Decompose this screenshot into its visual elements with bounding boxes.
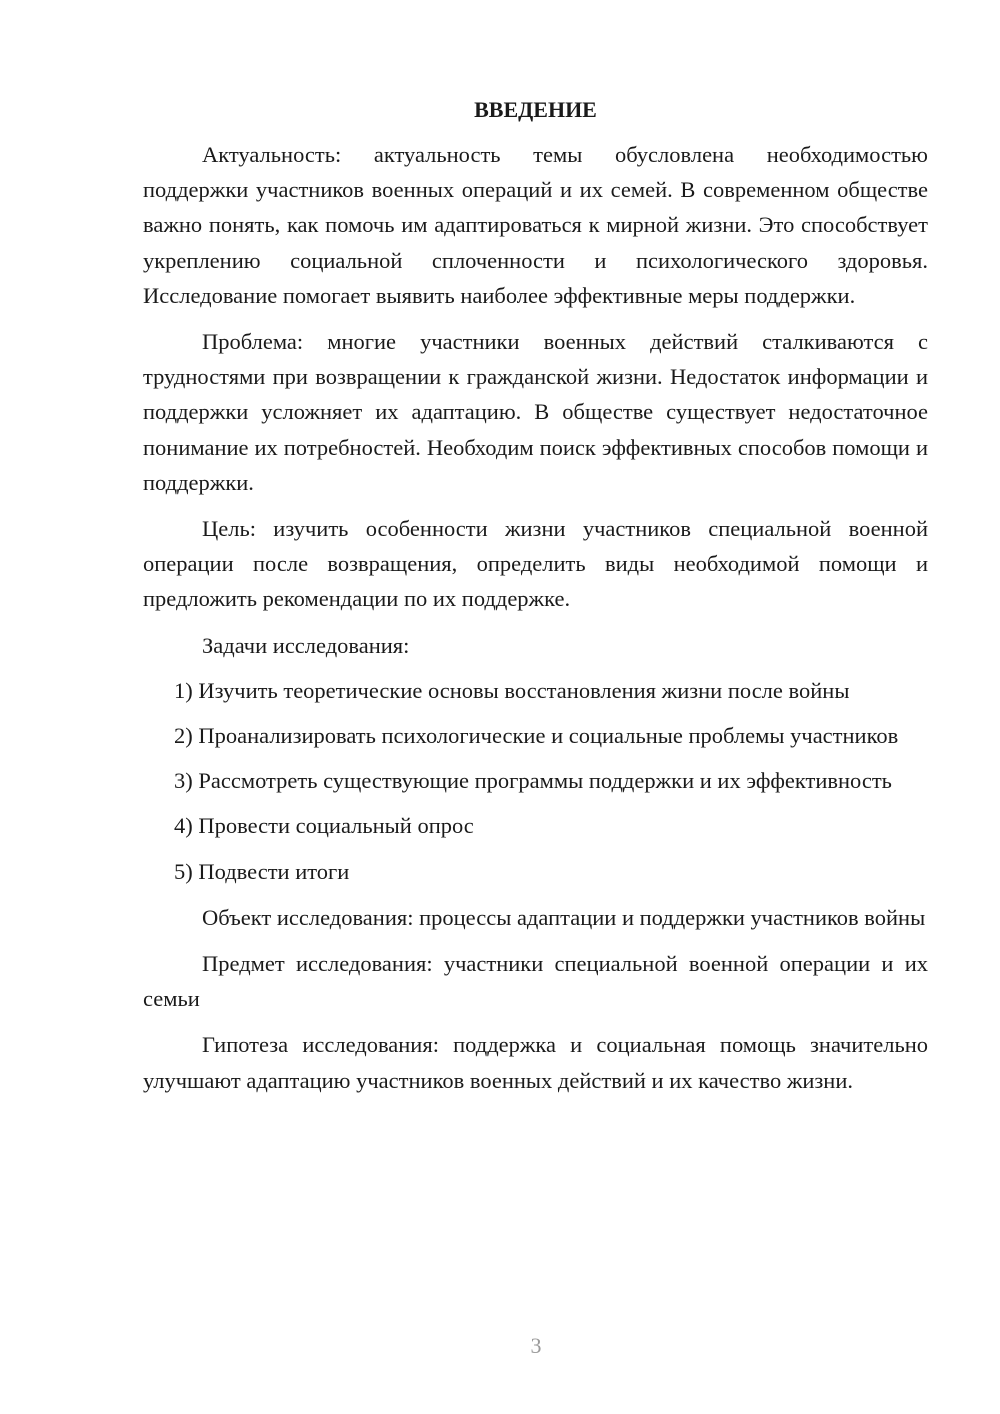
paragraph-subject: Предмет исследования: участники специальной военной операции и их семьи <box>143 951 928 1012</box>
task-item: 5) Подвести итоги <box>174 858 350 884</box>
paragraph-problem: Проблема: многие участники военных действий сталкиваются с трудностями при возвращении к гражданской жизни. Недостаток информации и поддержки усложняет их адаптацию. В обществе существует недостаточное понимание их потребностей. Необходим поиск эффективных способов помощи и поддержки. <box>143 329 928 495</box>
paragraph-relevance: Актуальность: актуальность темы обусловлена необходимостью поддержки участников военных операций и их семей. В современном обществе важно понять, как помочь им адаптироваться к мирной жизни. Это способствует укреплению социальной сплоченности и психологического здоровья. Исследование помогает выявить наиболее эффективные меры поддержки. <box>143 142 928 308</box>
paragraph-tasks-heading: Задачи исследования: <box>202 632 410 658</box>
task-item: 4) Провести социальный опрос <box>174 813 474 839</box>
paragraph-goal: Цель: изучить особенности жизни участников специальной военной операции после возвращения, определить виды необходимой помощи и предложить рекомендации по их поддержке. <box>143 516 928 612</box>
section-title: ВВЕДЕНИЕ <box>474 97 597 122</box>
task-item: 3) Рассмотреть существующие программы поддержки и их эффективность <box>174 768 892 794</box>
page-content <box>143 95 928 1098</box>
page-number: 3 <box>530 1333 542 1358</box>
task-item: 2) Проанализировать психологические и социальные проблемы участников <box>174 723 899 749</box>
task-item: 1) Изучить теоретические основы восстановления жизни после войны <box>174 677 850 703</box>
paragraph-object: Объект исследования: процессы адаптации и поддержки участников войны <box>202 904 926 930</box>
paragraph-hypothesis: Гипотеза исследования: поддержка и социальная помощь значительно улучшают адаптацию участников военных действий и их качество жизни. <box>143 1032 928 1093</box>
